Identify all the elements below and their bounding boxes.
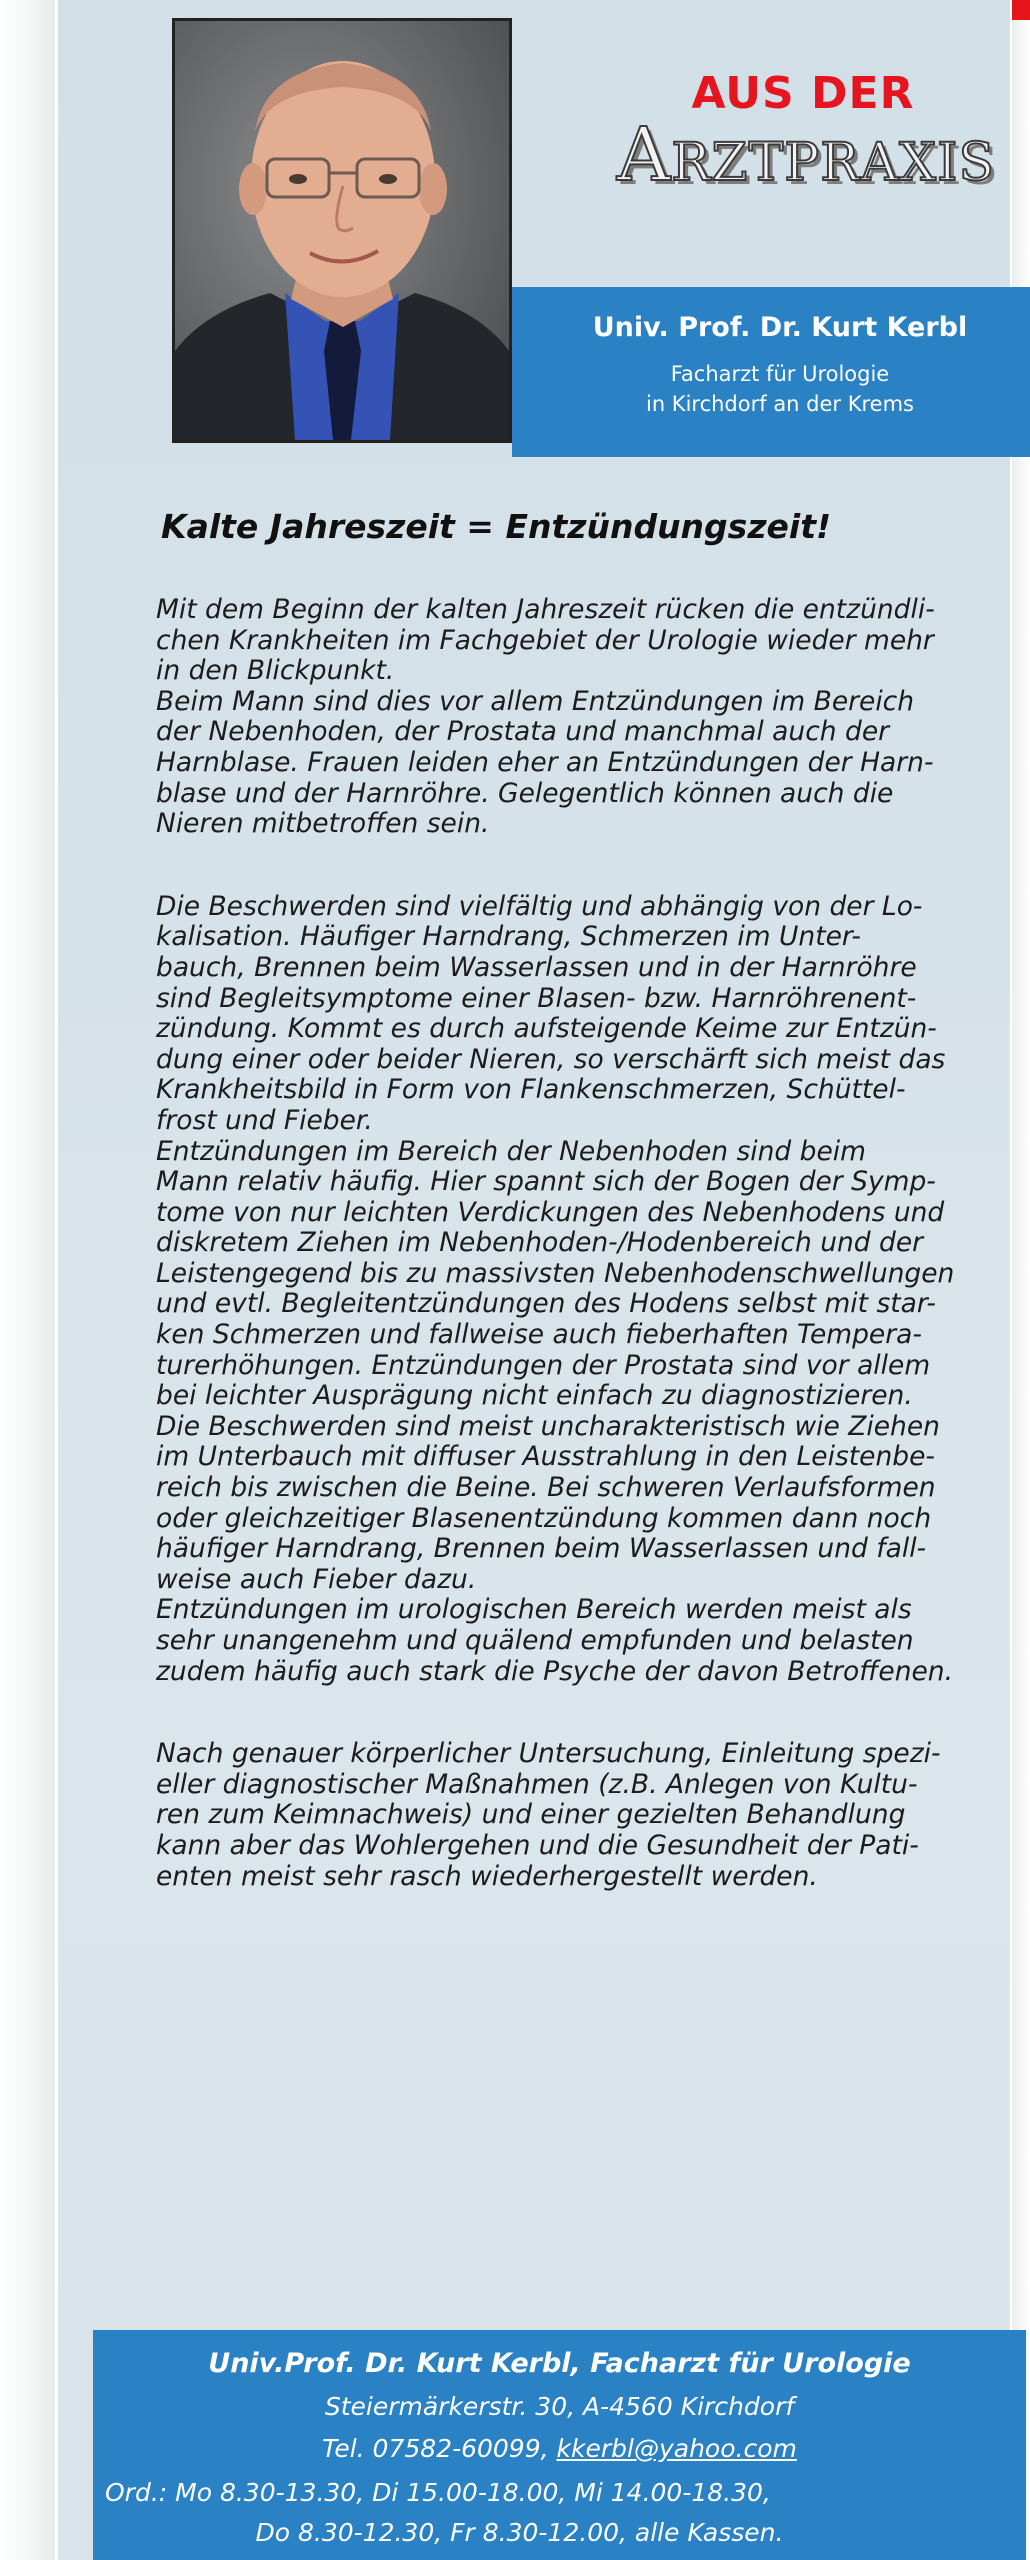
- text-line: sind Begleitsymptome einer Blasen- bzw. Harnröhrenent-: [156, 982, 917, 1014]
- author-specialty: Facharzt für Urologie: [670, 362, 890, 386]
- footer-phone: Tel. 07582-60099,: [322, 2434, 549, 2463]
- text-line: Krankheitsbild in Form von Flankenschmerzen, Schüttel-: [156, 1074, 906, 1106]
- footer-email-link[interactable]: kkerbl@yahoo.com: [556, 2434, 797, 2463]
- text-line: und evtl. Begleitentzündungen des Hodens selbst mit star-: [156, 1288, 936, 1320]
- text-line: Entzündungen im urologischen Bereich werden meist als: [156, 1594, 912, 1626]
- text-line: Harnblase. Frauen leiden eher an Entzündungen der Harn-: [156, 746, 934, 778]
- text-line: Leistengegend bis zu massivsten Nebenhodenschwellungen: [156, 1257, 955, 1289]
- corner-color-mark: [1012, 0, 1030, 20]
- text-line: Mit dem Beginn der kalten Jahreszeit rücken die entzündli-: [156, 594, 935, 625]
- footer-hours-line-2: Do 8.30-12.30, Fr 8.30-12.00, alle Kassen.: [255, 2518, 784, 2547]
- paragraph-2: [156, 892, 1030, 1687]
- header-kicker: AUS DER: [691, 68, 915, 119]
- text-line: chen Krankheiten im Fachgebiet der Urologie wieder mehr: [156, 624, 934, 656]
- header-title: Arztpraxis: [616, 112, 996, 198]
- text-line: der Nebenhoden, der Prostata und manchmal auch der: [156, 716, 890, 748]
- author-name: Univ. Prof. Dr. Kurt Kerbl: [592, 312, 968, 343]
- text-line: Die Beschwerden sind meist uncharakteristisch wie Ziehen: [156, 1410, 940, 1442]
- text-line: zudem häufig auch stark die Psyche der davon Betroffenen.: [156, 1655, 954, 1687]
- paragraph-3: [156, 1739, 1030, 1892]
- text-line: Nach genauer körperlicher Untersuchung, Einleitung spezi-: [156, 1738, 941, 1770]
- text-line: bei leichter Ausprägung nicht einfach zu diagnostizieren.: [156, 1380, 913, 1412]
- text-line: frost und Fieber.: [156, 1104, 373, 1136]
- text-line: kalisation. Häufiger Harndrang, Schmerzen im Unter-: [156, 921, 861, 953]
- author-specialty-block: [512, 359, 1030, 419]
- article-headline: Kalte Jahreszeit = Entzündungszeit!: [161, 507, 832, 546]
- text-line: Die Beschwerden sind vielfältig und abhängig von der Lo-: [156, 890, 923, 922]
- paragraph-1: [156, 595, 1030, 840]
- text-line: oder gleichzeitiger Blasenentzündung kommen dann noch: [156, 1502, 932, 1534]
- text-line: zündung. Kommt es durch aufsteigende Keime zur Entzün-: [156, 1013, 937, 1045]
- text-line: tome von nur leichten Verdickungen des Nebenhodens und: [156, 1196, 945, 1228]
- text-line: blase und der Harnröhre. Gelegentlich können auch die: [156, 777, 894, 809]
- footer-address: Steiermärkerstr. 30, A-4560 Kirchdorf: [324, 2392, 795, 2421]
- text-line: turerhöhungen. Entzündungen der Prostata sind vor allem: [156, 1349, 931, 1381]
- portrait-image: [175, 21, 509, 440]
- article-body: [156, 595, 1030, 1892]
- text-line: dung einer oder beider Nieren, so verschärft sich meist das: [156, 1043, 946, 1075]
- text-line: kann aber das Wohlergehen und die Gesundheit der Pati-: [156, 1829, 919, 1861]
- text-line: Mann relativ häufig. Hier spannt sich der Bogen der Symp-: [156, 1166, 936, 1198]
- text-line: bauch, Brennen beim Wasserlassen und in der Harnröhre: [156, 951, 917, 983]
- footer-contact: [93, 2434, 1026, 2463]
- text-line: enten meist sehr rasch wiederhergestellt werden.: [156, 1860, 818, 1892]
- text-line: Beim Mann sind dies vor allem Entzündungen im Bereich: [156, 685, 915, 717]
- text-line: weise auch Fieber dazu.: [156, 1563, 477, 1595]
- author-portrait: [172, 18, 512, 443]
- contact-footer: [93, 2330, 1026, 2560]
- paragraph-gap: [156, 1687, 1030, 1739]
- text-line: diskretem Ziehen im Nebenhoden-/Hodenbereich und der: [156, 1227, 924, 1259]
- text-line: in den Blickpunkt.: [156, 655, 395, 687]
- page-margin-left: [0, 0, 55, 2560]
- footer-name-line: Univ.Prof. Dr. Kurt Kerbl, Facharzt für Urologie: [208, 2348, 911, 2379]
- text-line: Nieren mitbetroffen sein.: [156, 808, 490, 840]
- text-line: reich bis zwischen die Beine. Bei schweren Verlaufsformen: [156, 1472, 936, 1504]
- article-column: [58, 0, 1010, 2560]
- text-line: ren zum Keimnachweis) und einer gezielten Behandlung: [156, 1799, 906, 1831]
- paragraph-gap: [156, 840, 1030, 892]
- footer-hours-line-1: Ord.: Mo 8.30-13.30, Di 15.00-18.00, Mi 14.00-18.30,: [105, 2478, 771, 2507]
- text-line: sehr unangenehm und quälend empfunden und belasten: [156, 1625, 914, 1656]
- text-line: Entzündungen im Bereich der Nebenhoden sind beim: [156, 1135, 866, 1167]
- text-line: eller diagnostischer Maßnahmen (z.B. Anlegen von Kultu-: [156, 1768, 918, 1800]
- text-line: häufiger Harndrang, Brennen beim Wasserlassen und fall-: [156, 1533, 927, 1565]
- text-line: im Unterbauch mit diffuser Ausstrahlung in den Leistenbe-: [156, 1441, 935, 1473]
- text-line: ken Schmerzen und fallweise auch fieberhaften Tempera-: [156, 1319, 922, 1351]
- author-box: [512, 287, 1030, 457]
- author-location: in Kirchdorf an der Krems: [645, 392, 914, 416]
